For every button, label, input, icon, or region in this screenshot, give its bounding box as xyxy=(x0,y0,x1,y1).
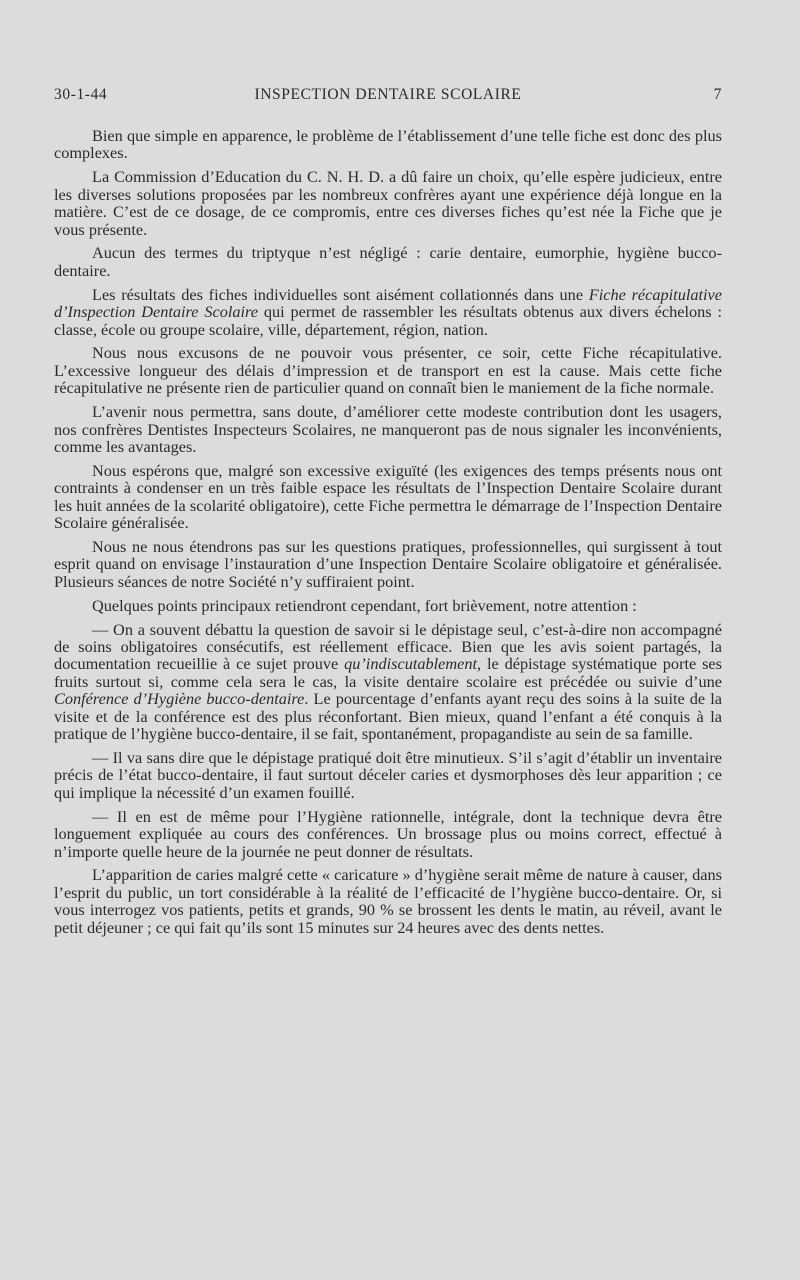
body-text xyxy=(54,127,722,943)
paragraph xyxy=(54,462,722,532)
paragraph xyxy=(54,286,722,338)
paragraph xyxy=(54,127,722,162)
text-run: Nous nous excusons de ne pouvoir vous présenter, ce soir, cette Fiche récapitulative. L’excessive longueur des délais d’impression et de transport en est la cause. Mais cette fiche récapitulative ne présente rien de particulier quand on connaît bien le maniement de la fiche normale. xyxy=(54,343,722,398)
page-number: 7 xyxy=(713,86,722,103)
text-run: L’apparition de caries malgré cette « caricature » d’hygiène serait même de nature à causer, dans l’esprit du public, un tort considérable à la réalité de l’efficacité de l’hygiène bucco-dentaire. Or, si vous interrogez vos patients, petits et grands, 90 % se brossent les dents le matin, au réveil, avant le petit déjeuner ; ce qui fait qu’ils sont 15 minutes sur 24 heures avec des dents nettes. xyxy=(54,865,722,937)
header-title: INSPECTION DENTAIRE SCOLAIRE xyxy=(254,86,522,103)
text-run: Aucun des termes du triptyque n’est négligé : carie dentaire, eumorphie, hygiène bucco-dentaire. xyxy=(54,243,722,280)
paragraph xyxy=(54,168,722,238)
header-date: 30-1-44 xyxy=(54,86,108,103)
text-run: Bien que simple en apparence, le problème de l’établissement d’une telle fiche est donc des plus complexes. xyxy=(54,126,722,163)
paragraph xyxy=(54,749,722,801)
text-run: Les résultats des fiches individuelles sont aisément collationnés dans une xyxy=(92,284,589,304)
paragraph xyxy=(54,244,722,279)
paragraph xyxy=(54,538,722,590)
text-run: , le dépistage systématique porte ses fruits surtout si, comme cela sera le cas, la visite dentaire scolaire est précédée ou suivie d’une xyxy=(54,654,722,691)
text-run: — Il en est de même pour l’Hygiène rationnelle, intégrale, dont la technique devra être longuement expliquée au cours des conférences. Un brossage plus ou moins correct, effectué à n’importe quelle heure de la journée ne peut donner de résultats. xyxy=(54,806,722,861)
text-run: Quelques points principaux retiendront cependant, fort brièvement, notre attention : xyxy=(92,595,637,615)
italic-text: qu’indiscutablement xyxy=(344,654,478,674)
paragraph xyxy=(54,808,722,860)
text-run: — Il va sans dire que le dépistage pratiqué doit être minutieux. S’il s’agit d’établir un inventaire précis de l’état bucco-dentaire, il faut surtout déceler caries et dysmorphoses dès leur apparition ; ce qui implique la nécessité d’un examen fouillé. xyxy=(54,748,722,802)
text-run: Nous ne nous étendrons pas sur les questions pratiques, professionnelles, qui surgissent à tout esprit quand on envisage l’instauration d’une Inspection Dentaire Scolaire obligatoire et généralisée. Plusieurs séances de notre Société n’y suffiraient point. xyxy=(54,537,722,591)
paragraph xyxy=(54,344,722,396)
italic-text: Conférence d’Hygiène bucco-dentaire xyxy=(54,689,305,709)
text-run: La Commission d’Education du C. N. H. D. a dû faire un choix, qu’elle espère judicieux, entre les diverses solutions proposées par les nombreux confrères ayant une expérience déjà longue en la matière. C’est de ce dosage, de ce compromis, entre ces diverses fiches qu’est née la Fiche que je vous présente. xyxy=(54,167,722,239)
text-run: — On a souvent débattu la question de savoir si le dépistage seul, c’est-à-dire non accompagné de soins obligatoires consécutifs, est réellement efficace. Bien que les avis soient partagés, la documentation recueillie à ce sujet prouve xyxy=(54,619,722,674)
paragraph xyxy=(54,597,722,614)
text-run: . Le pourcentage d’enfants ayant reçu des soins à la suite de la visite et de la conférence est des plus réconfortant. Bien mieux, quand l’enfant a été conquis à la pratique de l’hygiène bucco-dentaire, il se fait, spontanément, propagandiste au sein de sa famille. xyxy=(54,689,722,744)
text-run: qui permet de rassembler les résultats obtenus aux divers échelons : classe, école ou groupe scolaire, ville, département, région, nation. xyxy=(54,302,722,339)
text-run: Nous espérons que, malgré son excessive exiguïté (les exigences des temps présents nous ont contraints à condenser en un très faible espace les résultats de l’Inspection Dentaire Scolaire durant les huit années de la scolarité obligatoire), cette Fiche permettra le démarrage de l’Inspection Dentaire Scolaire généralisée. xyxy=(54,460,722,533)
italic-text: Fiche récapitulative d’Inspection Dentaire Scolaire xyxy=(54,284,722,322)
paragraph xyxy=(54,403,722,455)
running-header xyxy=(54,86,722,108)
paragraph xyxy=(54,621,722,743)
paragraph xyxy=(54,866,722,936)
text-run: L’avenir nous permettra, sans doute, d’améliorer cette modeste contribution dont les usagers, nos confrères Dentistes Inspecteurs Scolaires, ne manqueront pas de nous signaler les inconvénients, comme les avantages. xyxy=(54,402,722,456)
